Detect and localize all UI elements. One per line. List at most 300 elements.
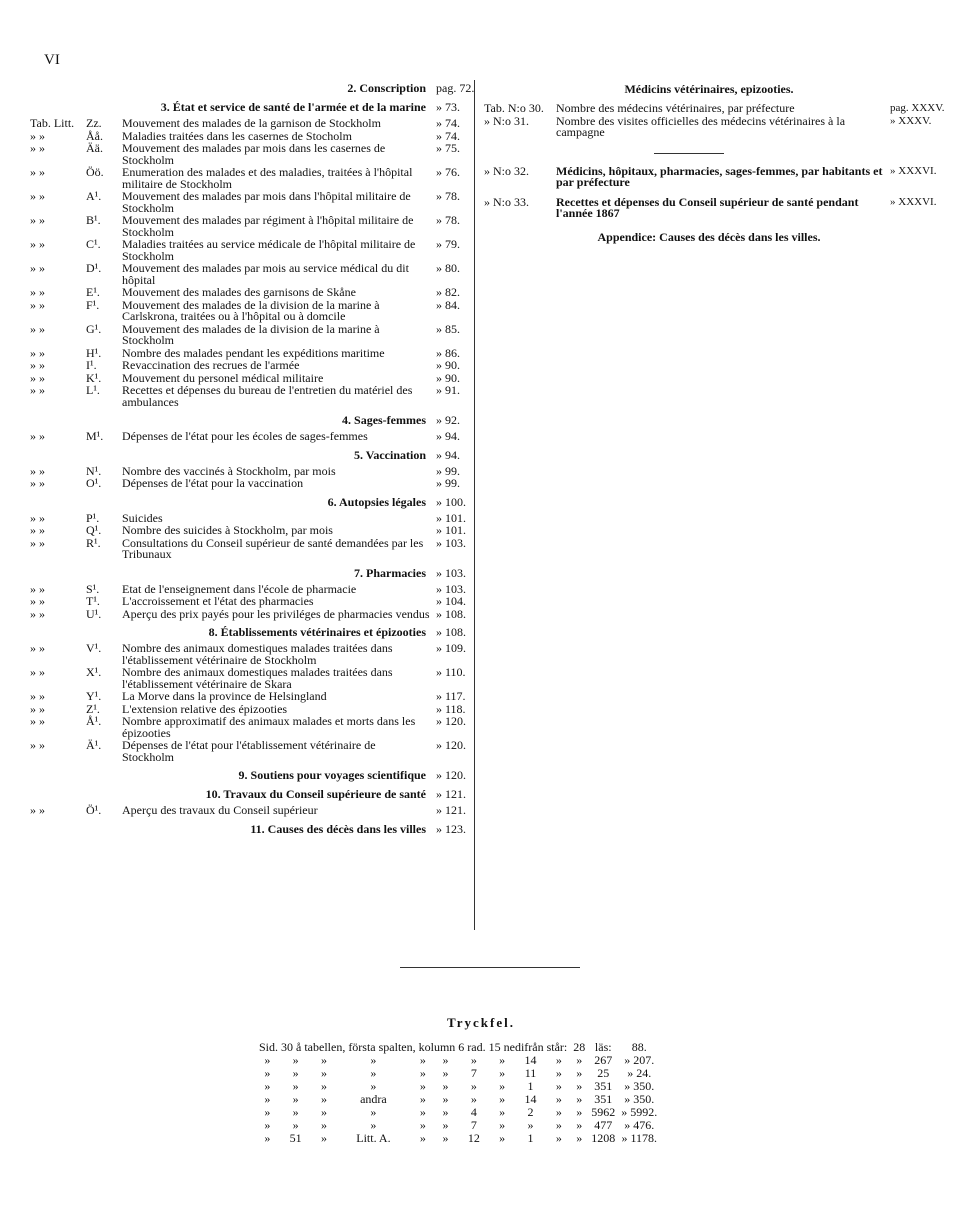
errata-cell: » xyxy=(576,1079,583,1093)
errata-cell: » xyxy=(442,1092,449,1106)
entry-code: O¹. xyxy=(86,476,102,490)
entry-description: Suicides xyxy=(122,510,163,525)
errata-cell: » 24. xyxy=(627,1066,652,1080)
errata-cell: » xyxy=(442,1053,449,1067)
errata-cell: » xyxy=(499,1118,506,1132)
toc-entry xyxy=(30,118,470,130)
toc-entry xyxy=(30,143,470,166)
toc-section-heading xyxy=(30,449,470,462)
page-ref: » 103. xyxy=(436,565,466,580)
toc-entry xyxy=(30,643,470,666)
entry-code: U¹. xyxy=(86,606,102,621)
entry-prefix: » » xyxy=(30,689,45,703)
errata-cell: » xyxy=(419,1105,426,1119)
errata-cell: » xyxy=(470,1053,477,1067)
separator-rule xyxy=(400,967,580,968)
page-ref: » 85. xyxy=(436,321,460,336)
errata-cell: » xyxy=(320,1079,327,1093)
entry-code: I¹. xyxy=(86,358,97,372)
entry-description: Mouvement du personel médical militaire xyxy=(122,370,324,385)
errata-cell: 12 xyxy=(467,1131,480,1145)
entry-prefix: » » xyxy=(30,128,45,143)
page-ref: » 99. xyxy=(436,463,460,478)
errata-cell: 28 xyxy=(573,1040,586,1054)
errata-cell: 14 xyxy=(524,1053,537,1067)
entry-prefix: » N:o 31. xyxy=(484,113,529,128)
errata-table xyxy=(256,1041,660,1145)
errata-cell: » xyxy=(419,1118,426,1132)
errata-cell: » xyxy=(264,1118,271,1132)
errata-cell: » xyxy=(320,1053,327,1067)
entry-description: Mouvement des malades des garnisons de Skåne xyxy=(122,285,356,299)
entry-code: K¹. xyxy=(86,370,102,385)
errata-cell: » xyxy=(555,1066,562,1080)
entry-prefix: » » xyxy=(30,738,45,752)
entry-code: Åå. xyxy=(86,128,103,143)
entry-code: N¹. xyxy=(86,463,102,478)
errata-cell: » xyxy=(419,1079,426,1093)
toc-entry xyxy=(30,215,470,238)
errata-cell: » xyxy=(370,1105,377,1119)
errata-cell: » xyxy=(442,1066,449,1080)
entry-description: Nombre des animaux domestiques malades traitées dans l'établissement vétérinaire de Skara xyxy=(122,665,393,691)
errata-cell: Litt. A. xyxy=(356,1131,391,1145)
page-ref: » 121. xyxy=(436,803,466,817)
errata-cell: » xyxy=(442,1105,449,1119)
errata-cell: » xyxy=(264,1131,271,1145)
errata-cell: » xyxy=(555,1092,562,1106)
errata-cell: » xyxy=(499,1053,506,1067)
section-title: 4. Sages-femmes xyxy=(342,413,426,427)
entry-description: L'accroissement et l'état des pharmacies xyxy=(122,594,314,608)
page-ref: » XXXV. xyxy=(890,114,932,127)
errata-cell: » 5992. xyxy=(621,1105,658,1119)
entry-code: Ö¹. xyxy=(86,803,102,817)
errata-cell: 5962 xyxy=(591,1105,616,1119)
errata-cell: 88. xyxy=(631,1040,647,1054)
errata-cell: Sid. 30 å tabellen, första spalten, kolumn 6 rad. 15 nedifrån står: xyxy=(259,1040,568,1054)
page-ref: » 82. xyxy=(436,285,460,299)
entry-code: E¹. xyxy=(86,285,100,299)
errata-cell: » xyxy=(370,1079,377,1093)
errata-cell: 7 xyxy=(470,1118,477,1132)
entry-code: C¹. xyxy=(86,237,101,251)
errata-title: Tryckfel. xyxy=(447,1015,515,1030)
entry-description: Revaccination des recrues de l'armée xyxy=(122,358,300,372)
toc-entry xyxy=(484,113,934,139)
entry-prefix: » » xyxy=(30,714,45,728)
entry-description: Aperçu des travaux du Conseil supérieur xyxy=(122,803,318,817)
toc-entry xyxy=(30,740,470,763)
entry-prefix: » » xyxy=(30,165,45,179)
entry-code: V¹. xyxy=(86,641,102,655)
errata-cell: » xyxy=(292,1079,299,1093)
entry-prefix: » » xyxy=(30,345,45,360)
toc-entry xyxy=(30,167,470,190)
entry-description: Maladies traitées au service médicale de l'hôpital militaire de Stockholm xyxy=(122,237,416,263)
toc-entry xyxy=(484,163,937,189)
entry-code: Y¹. xyxy=(86,689,102,703)
entry-prefix: » » xyxy=(30,581,45,596)
toc-entry xyxy=(30,297,470,323)
errata-cell: » 350. xyxy=(624,1092,655,1106)
errata-cell: » xyxy=(555,1079,562,1093)
page-ref: » 103. xyxy=(436,535,466,550)
toc-entry xyxy=(30,667,470,690)
toc-section-heading xyxy=(30,788,470,801)
errata-cell: läs: xyxy=(594,1040,612,1054)
entry-code: X¹. xyxy=(86,665,102,679)
toc-entry xyxy=(30,239,470,262)
entry-prefix: » » xyxy=(30,321,45,336)
toc-entry xyxy=(30,596,470,608)
table-of-contents-left xyxy=(30,81,475,840)
entry-description: Nombre des animaux domestiques malades traitées dans l'établissement vétérinaire de Stockholm xyxy=(122,641,393,667)
entry-code: L¹. xyxy=(86,383,100,397)
entry-code: F¹. xyxy=(86,297,100,312)
page-ref: » 94. xyxy=(436,447,460,462)
page-ref: » 86. xyxy=(436,345,460,360)
entry-description: Mouvement des malades de la garnison de Stockholm xyxy=(122,116,381,130)
errata-row xyxy=(256,1132,660,1145)
toc-entry xyxy=(30,431,470,443)
page-ref: » 117. xyxy=(436,689,466,703)
errata-cell: » xyxy=(264,1092,271,1106)
entry-prefix: » » xyxy=(30,463,45,478)
toc-entry xyxy=(30,535,470,561)
errata-cell: » 207. xyxy=(624,1053,655,1067)
entry-description: Dépenses de l'état pour la vaccination xyxy=(122,476,304,490)
page-ref: » 78. xyxy=(436,213,460,227)
errata-cell: » 476. xyxy=(624,1118,655,1132)
errata-cell: » xyxy=(292,1118,299,1132)
errata-cell: » xyxy=(292,1092,299,1106)
toc-entry xyxy=(30,478,470,490)
entry-description: Enumeration des malades et des maladies, traitées à l'hôpital militaire de Stockholm xyxy=(122,165,413,191)
errata-cell: » xyxy=(499,1066,506,1080)
entry-code: Q¹. xyxy=(86,523,102,537)
toc-entry xyxy=(30,385,470,408)
page-ref: » 120. xyxy=(436,768,466,782)
toc-section-heading xyxy=(30,823,470,836)
short-rule xyxy=(654,153,724,154)
page-ref: » 79. xyxy=(436,237,460,251)
errata-cell: » xyxy=(555,1053,562,1067)
page-ref: » 104. xyxy=(436,594,466,608)
errata-cell: 4 xyxy=(470,1105,477,1119)
page-ref: » 121. xyxy=(436,787,466,801)
page-ref: » 76. xyxy=(436,165,460,179)
errata-cell: » xyxy=(320,1131,327,1145)
page-ref: » 110. xyxy=(436,665,466,679)
entry-prefix: » » xyxy=(30,141,45,155)
errata-cell: » xyxy=(292,1053,299,1067)
toc-section-heading xyxy=(30,496,470,509)
entry-description: Mouvement des malades de la division de la marine à Stockholm xyxy=(122,321,380,347)
entry-prefix: » » xyxy=(30,665,45,679)
page-ref: » 75. xyxy=(436,141,460,155)
errata-cell: 25 xyxy=(597,1066,610,1080)
entry-description: Mouvement des malades par mois au service médical du dit hôpital xyxy=(122,261,409,287)
section-title: 6. Autopsies légales xyxy=(327,494,426,509)
errata-cell: » xyxy=(499,1092,506,1106)
errata-cell: » xyxy=(576,1105,583,1119)
errata-cell: » xyxy=(370,1066,377,1080)
errata-cell: » xyxy=(470,1079,477,1093)
errata-cell: » xyxy=(576,1053,583,1067)
page-ref: » 91. xyxy=(436,383,460,397)
section-title: 11. Causes des décès dans les villes xyxy=(250,821,426,836)
toc-section-heading xyxy=(30,414,470,427)
errata-cell: » xyxy=(264,1105,271,1119)
errata-cell: » xyxy=(419,1053,426,1067)
errata-cell: 1208 xyxy=(591,1131,616,1145)
entry-code: Öö. xyxy=(86,165,104,179)
entry-description: Dépenses de l'état pour les écoles de sages-femmes xyxy=(122,429,368,443)
entry-code: B¹. xyxy=(86,213,101,227)
errata-cell: » xyxy=(555,1118,562,1132)
page-ref: » 74. xyxy=(436,116,460,130)
errata-cell: » 350. xyxy=(624,1079,655,1093)
page-ref: » 120. xyxy=(436,738,466,752)
entry-prefix: » » xyxy=(30,370,45,385)
section-title: 8. Établissements vétérinaires et épizooties xyxy=(208,625,426,639)
entry-prefix: » » xyxy=(30,510,45,525)
page-ref: » 94. xyxy=(436,429,460,443)
section-title: 9. Soutiens pour voyages scientifique xyxy=(238,768,426,782)
entry-description: Recettes et dépenses du bureau de l'entretien du matériel des ambulances xyxy=(122,383,413,409)
errata-cell: » xyxy=(499,1079,506,1093)
page-ref: » XXXVI. xyxy=(890,164,937,177)
errata-cell: » xyxy=(499,1105,506,1119)
entry-code: Zz. xyxy=(86,116,102,130)
entry-code: P¹. xyxy=(86,510,100,525)
page-ref: » 80. xyxy=(436,261,460,275)
page-ref: » 78. xyxy=(436,189,460,203)
page-ref: » 92. xyxy=(436,413,460,427)
errata-cell: 11 xyxy=(524,1066,537,1080)
entry-prefix: » » xyxy=(30,213,45,227)
errata-cell: 1 xyxy=(527,1079,534,1093)
entry-code: Ä¹. xyxy=(86,738,102,752)
entry-description: Maladies traitées dans les casernes de Stocholm xyxy=(122,128,352,143)
entry-prefix: » » xyxy=(30,429,45,443)
errata-cell: » xyxy=(370,1118,377,1132)
entry-code: Å¹. xyxy=(86,714,102,728)
errata-cell: » xyxy=(419,1066,426,1080)
toc-section-heading xyxy=(30,81,475,95)
page-number: VI xyxy=(44,52,60,68)
toc-entry xyxy=(30,321,470,347)
toc-entry xyxy=(30,716,470,739)
errata-cell: 351 xyxy=(594,1092,613,1106)
entry-description: L'extension relative des épizooties xyxy=(122,701,288,716)
errata-cell: » xyxy=(292,1066,299,1080)
entry-description: Recettes et dépenses du Conseil supérieur de santé pendant l'année 1867 xyxy=(556,194,859,220)
entry-prefix: » » xyxy=(30,641,45,655)
errata-cell: 51 xyxy=(289,1131,302,1145)
errata-cell: » xyxy=(442,1079,449,1093)
page-ref: » 120. xyxy=(436,714,466,728)
errata-cell: » xyxy=(419,1131,426,1145)
entry-description: Nombre des médecins vétérinaires, par préfecture xyxy=(556,101,795,115)
toc-section-heading xyxy=(30,769,470,782)
page-ref: » 99. xyxy=(436,476,460,490)
page-ref: » 109. xyxy=(436,641,466,655)
table-of-contents-right xyxy=(484,82,945,245)
entry-code: Ää. xyxy=(86,141,103,155)
column-divider xyxy=(474,80,475,930)
errata-cell: » xyxy=(264,1066,271,1080)
errata-cell: » xyxy=(370,1053,377,1067)
entry-description: Nombre approximatif des animaux malades et morts dans les épizooties xyxy=(122,714,416,740)
errata-cell: » xyxy=(576,1131,583,1145)
page-ref: » 73. xyxy=(436,100,460,114)
entry-prefix: » » xyxy=(30,297,45,312)
entry-description: Médicins, hôpitaux, pharmacies, sages-femmes, par habitants et par préfecture xyxy=(556,163,883,189)
page-ref: » 103. xyxy=(436,581,466,596)
errata-cell: » xyxy=(264,1053,271,1067)
page-ref: » 101. xyxy=(436,510,466,525)
toc-entry xyxy=(484,101,945,115)
entry-prefix: » » xyxy=(30,701,45,716)
entry-prefix: » » xyxy=(30,803,45,817)
entry-code: H¹. xyxy=(86,345,102,360)
entry-description: Nombre des vaccinés à Stockholm, par mois xyxy=(122,463,336,478)
page-ref: » 100. xyxy=(436,494,466,509)
errata-section xyxy=(256,1015,706,1145)
right-section-title: Médicins vétérinaires, epizooties. xyxy=(624,82,794,96)
entry-prefix: » » xyxy=(30,476,45,490)
section-title: 10. Travaux du Conseil supérieure de santé xyxy=(205,787,426,801)
toc-entry xyxy=(30,525,470,537)
errata-cell: » xyxy=(576,1092,583,1106)
entry-prefix: » » xyxy=(30,606,45,621)
toc-entry xyxy=(484,194,937,220)
page-ref: » 74. xyxy=(436,128,460,143)
errata-cell: » xyxy=(555,1131,562,1145)
entry-prefix: » » xyxy=(30,535,45,550)
errata-cell: » xyxy=(442,1131,449,1145)
section-title: 3. État et service de santé de l'armée et de la marine xyxy=(160,100,426,114)
page-ref: » 101. xyxy=(436,523,466,537)
entry-prefix: » » xyxy=(30,358,45,372)
toc-section-heading xyxy=(30,101,470,114)
entry-prefix: » » xyxy=(30,237,45,251)
entry-code: R¹. xyxy=(86,535,101,550)
toc-entry xyxy=(30,606,470,621)
entry-prefix: » N:o 32. xyxy=(484,163,529,178)
section-title: 2. Conscription xyxy=(347,81,426,95)
errata-cell: » xyxy=(470,1092,477,1106)
errata-cell: » xyxy=(442,1118,449,1132)
page-ref: » 90. xyxy=(436,358,460,372)
toc-entry xyxy=(30,287,470,299)
entry-prefix: » » xyxy=(30,189,45,203)
toc-entry xyxy=(30,805,470,817)
errata-cell: 1 xyxy=(527,1131,534,1145)
page-ref: » 84. xyxy=(436,297,460,312)
toc-section-heading xyxy=(30,626,470,639)
entry-prefix: » » xyxy=(30,523,45,537)
errata-cell: » xyxy=(419,1092,426,1106)
page-ref: » XXXVI. xyxy=(890,195,937,208)
page-ref: » 118. xyxy=(436,701,466,716)
errata-cell: » xyxy=(292,1105,299,1119)
entry-code: Z¹. xyxy=(86,701,100,716)
entry-description: La Morve dans la province de Helsingland xyxy=(122,689,327,703)
errata-cell: andra xyxy=(360,1092,387,1106)
errata-cell: » xyxy=(499,1131,506,1145)
entry-description: Mouvement des malades par mois dans l'hôpital militaire de Stockholm xyxy=(122,189,411,215)
entry-description: Mouvement des malades de la division de la marine à Carlskrona, traitées ou à l'hôpital ou à domcile xyxy=(122,297,380,323)
errata-cell: » 1178. xyxy=(621,1131,658,1145)
entry-prefix: » N:o 33. xyxy=(484,194,529,209)
entry-prefix: » » xyxy=(30,594,45,608)
section-title: 7. Pharmacies xyxy=(354,565,426,580)
entry-description: Mouvement des malades par régiment à l'hôpital militaire de Stockholm xyxy=(122,213,414,239)
entry-description: Consultations du Conseil supérieur de santé demandées par les Tribunaux xyxy=(122,535,424,561)
entry-prefix: » » xyxy=(30,285,45,299)
entry-prefix: Tab. N:o 30. xyxy=(484,101,544,115)
entry-code: G¹. xyxy=(86,321,102,336)
errata-cell: » xyxy=(576,1118,583,1132)
entry-description: Dépenses de l'état pour l'établissement vétérinaire de Stockholm xyxy=(122,738,376,764)
section-title: 5. Vaccination xyxy=(353,447,426,462)
toc-entry xyxy=(30,191,470,214)
entry-code: M¹. xyxy=(86,429,104,443)
entry-description: Mouvement des malades par mois dans les casernes de Stockholm xyxy=(122,141,386,167)
entry-prefix: » » xyxy=(30,261,45,275)
page-ref: » 108. xyxy=(436,606,466,621)
errata-cell: 2 xyxy=(527,1105,534,1119)
entry-description: Nombre des visites officielles des médecins vétérinaires à la campagne xyxy=(556,113,846,139)
errata-cell: » xyxy=(527,1118,534,1132)
entry-code: T¹. xyxy=(86,594,100,608)
toc-entry xyxy=(30,263,470,286)
errata-cell: 7 xyxy=(470,1066,477,1080)
toc-entry xyxy=(30,360,470,372)
page-ref: pag. XXXV. xyxy=(890,102,945,114)
entry-code: D¹. xyxy=(86,261,102,275)
errata-cell: » xyxy=(576,1066,583,1080)
entry-prefix: Tab. Litt. xyxy=(30,116,75,130)
errata-cell: 351 xyxy=(594,1079,613,1093)
errata-cell: » xyxy=(264,1079,271,1093)
toc-section-heading xyxy=(30,567,470,580)
page-ref: » 90. xyxy=(436,370,460,385)
entry-code: A¹. xyxy=(86,189,102,203)
errata-cell: 267 xyxy=(594,1053,613,1067)
entry-description: Etat de l'enseignement dans l'école de pharmacie xyxy=(122,581,357,596)
errata-cell: » xyxy=(320,1105,327,1119)
errata-cell: 14 xyxy=(524,1092,537,1106)
page-ref: » 108. xyxy=(436,625,466,639)
entry-description: Nombre des malades pendant les expéditions maritime xyxy=(122,345,385,360)
entry-prefix: » » xyxy=(30,383,45,397)
errata-cell: 477 xyxy=(594,1118,613,1132)
appendix-heading: Appendice: Causes des décès dans les villes. xyxy=(597,229,821,244)
entry-code: S¹. xyxy=(86,581,100,596)
toc-entry xyxy=(30,691,470,703)
entry-description: Nombre des suicides à Stockholm, par mois xyxy=(122,523,333,537)
errata-cell: » xyxy=(320,1066,327,1080)
entry-description: Aperçu des prix payés pour les priviléges de pharmacies vendus xyxy=(122,606,430,621)
errata-cell: » xyxy=(320,1118,327,1132)
page-ref: » 123. xyxy=(436,821,466,836)
errata-cell: » xyxy=(320,1092,327,1106)
page-ref: pag. 72. xyxy=(436,81,475,95)
